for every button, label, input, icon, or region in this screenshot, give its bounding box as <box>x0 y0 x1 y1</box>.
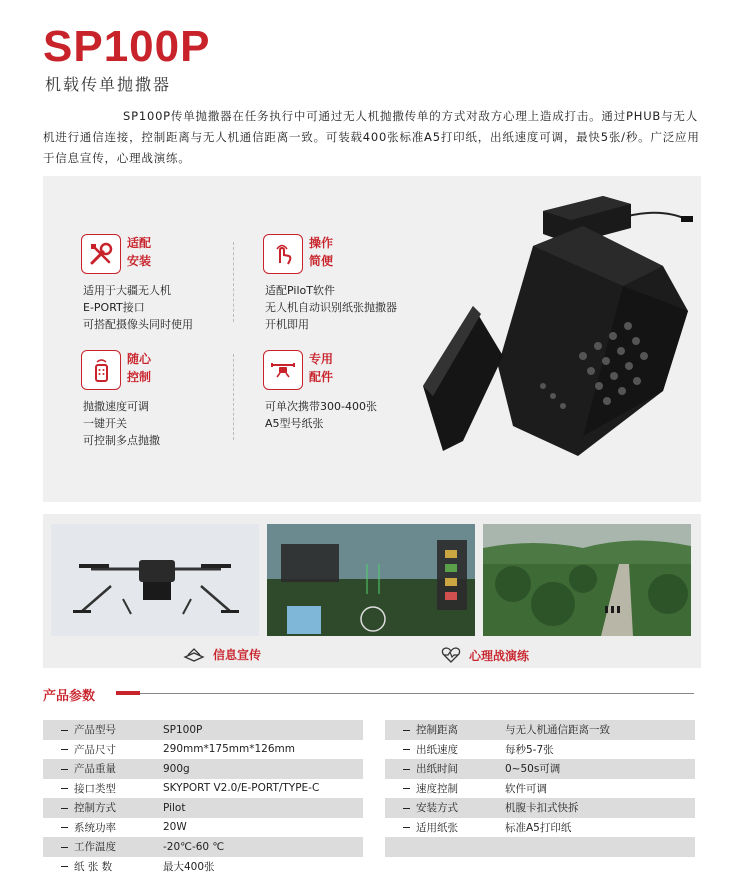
caption-label: 心理战演练 <box>469 648 530 663</box>
divider <box>233 242 234 322</box>
leaflet-icon <box>183 647 205 663</box>
specs-table-right <box>385 720 695 857</box>
feature-title: 操作简便 <box>309 236 334 268</box>
spec-key: 出纸速度 <box>416 743 458 756</box>
table-row <box>385 798 695 818</box>
table-row <box>43 759 363 779</box>
spec-value: 标准A5打印纸 <box>505 821 572 834</box>
table-row <box>43 779 363 799</box>
usage-strip <box>43 514 701 668</box>
table-row <box>43 798 363 818</box>
spec-key: 产品尺寸 <box>74 743 116 756</box>
spec-key: 产品重量 <box>74 763 116 776</box>
tools-icon <box>81 234 121 274</box>
spec-key: 适用纸张 <box>416 821 458 834</box>
specs-table-left <box>43 720 363 876</box>
software-screenshot <box>267 524 475 636</box>
drone-photo <box>51 524 259 636</box>
section-accent <box>116 691 140 695</box>
spec-value: 20W <box>163 821 187 834</box>
spec-key: 控制方式 <box>74 802 116 815</box>
feature-panel <box>43 176 701 502</box>
spec-key: 系统功率 <box>74 821 116 834</box>
intro-paragraph: SP100P传单抛撒器在任务执行中可通过无人机抛撒传单的方式对敌方心理上造成打击。通过PHUB与无人机进行通信连接，控制距离与无人机通信距离一致。可装载400张标准A5打印纸，出纸速度可调，最快5张/秒。广泛应用于信息宣传，心理战演练。 <box>43 109 700 165</box>
spec-value: 软件可调 <box>505 782 547 795</box>
heart-pulse-icon <box>441 646 461 664</box>
spec-key: 纸 张 数 <box>74 860 113 873</box>
spec-value: SP100P <box>151 720 363 740</box>
feature-line: 可单次携带300-400张 <box>265 400 377 413</box>
table-row <box>43 857 363 877</box>
spec-key: 接口类型 <box>74 782 116 795</box>
feature-title: 适配安装 <box>127 236 152 268</box>
spec-value: 290mm*175mm*126mm <box>163 743 295 756</box>
spec-value: 每秒5-7张 <box>505 743 554 756</box>
feature-line: 适用于大疆无人机 <box>83 284 171 297</box>
spec-value: -20℃-60 ℃ <box>151 837 363 857</box>
product-subtitle: 机载传单抛撒器 <box>45 75 172 94</box>
feature-line: 抛撒速度可调 <box>83 400 149 413</box>
feature-line: 可搭配摄像头同时使用 <box>83 318 193 331</box>
specs-heading: 产品参数 <box>43 689 96 704</box>
spec-key: 安装方式 <box>416 802 458 815</box>
feature-line: E-PORT接口 <box>83 301 145 314</box>
product-image <box>403 186 698 486</box>
feature-title: 专用配件 <box>309 352 334 384</box>
feature-lines <box>83 398 160 449</box>
spec-key: 控制距离 <box>416 724 458 737</box>
caption-label: 信息宣传 <box>213 648 262 662</box>
spec-value: 机腹卡扣式快拆 <box>493 798 695 818</box>
remote-control-icon <box>81 350 121 390</box>
drone-icon <box>263 350 303 390</box>
divider <box>233 354 234 440</box>
feature-line: 适配PiloT软件 <box>265 284 335 297</box>
spec-key: 产品型号 <box>74 724 116 737</box>
spec-value: 最大400张 <box>163 860 215 873</box>
spec-key: 速度控制 <box>416 782 458 795</box>
table-row <box>43 720 363 740</box>
spec-value: Pilot <box>151 798 363 818</box>
spec-key: 工作温度 <box>74 841 116 854</box>
feature-line: 一键开关 <box>83 417 127 430</box>
feature-title: 随心控制 <box>127 352 152 384</box>
product-title: SP100P <box>43 22 211 71</box>
forest-photo <box>483 524 691 636</box>
table-row <box>385 740 695 760</box>
table-row <box>43 740 363 760</box>
feature-lines <box>265 282 397 333</box>
feature-line: 无人机自动识别纸张抛撒器 <box>265 301 397 314</box>
table-row <box>43 837 363 857</box>
feature-lines <box>265 398 377 432</box>
caption-info-publicity <box>183 646 261 663</box>
feature-lines <box>83 282 193 333</box>
spec-value: 900g <box>151 759 363 779</box>
section-divider <box>136 693 694 694</box>
table-row <box>385 818 695 838</box>
table-row <box>385 720 695 740</box>
spec-value: 0~50s可调 <box>493 759 695 779</box>
touch-icon <box>263 234 303 274</box>
table-row <box>385 759 695 779</box>
feature-line: A5型号纸张 <box>265 417 324 430</box>
feature-line: 可控制多点抛撒 <box>83 434 160 447</box>
spec-value: SKYPORT V2.0/E-PORT/TYPE-C <box>163 782 320 795</box>
table-row <box>385 779 695 799</box>
caption-psywar <box>441 646 529 664</box>
spec-key: 出纸时间 <box>416 763 458 776</box>
table-row <box>385 837 695 857</box>
table-row <box>43 818 363 838</box>
spec-value: 与无人机通信距离一致 <box>493 720 695 740</box>
feature-line: 开机即用 <box>265 318 309 331</box>
